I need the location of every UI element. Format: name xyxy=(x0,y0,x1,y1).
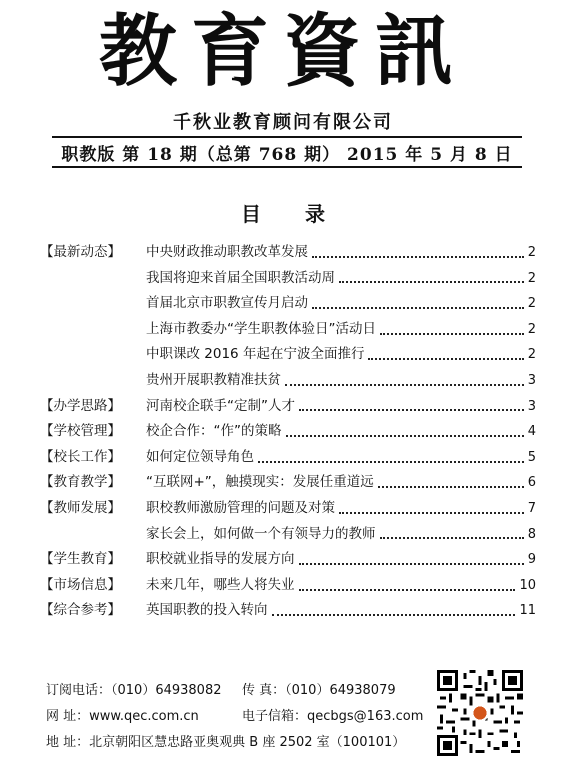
toc-leader-dots xyxy=(378,486,524,488)
postal-address: 地 址：北京朝阳区慧忠路亚奥观典 B 座 2502 室（100101） xyxy=(46,735,406,750)
toc-leader-dots xyxy=(380,333,524,335)
divider-top xyxy=(52,136,522,138)
toc-leader-dots xyxy=(258,461,524,463)
toc-leader-dots xyxy=(368,358,523,360)
toc-entry-title[interactable]: 我国将迎来首届全国职教活动周 xyxy=(146,269,335,286)
toc-entry-body xyxy=(146,317,536,343)
toc-entry[interactable] xyxy=(40,368,536,394)
toc-leader-dots xyxy=(380,537,524,539)
toc-entry[interactable] xyxy=(40,496,536,522)
toc-entry[interactable] xyxy=(40,342,536,368)
toc-leader-dots xyxy=(299,563,524,565)
toc-entry-body xyxy=(146,547,536,573)
toc-leader-dots xyxy=(285,384,524,386)
toc-category: 【教师发展】 xyxy=(40,499,121,516)
toc-entry-body xyxy=(146,496,536,522)
toc-category: 【学生教育】 xyxy=(40,551,121,568)
toc-entry[interactable] xyxy=(40,266,536,292)
qr-code-icon xyxy=(437,670,523,756)
toc-entry-body xyxy=(146,522,536,548)
toc-page-number: 2 xyxy=(527,296,536,312)
toc-entry-body xyxy=(146,419,536,445)
toc-page-number: 2 xyxy=(527,245,536,260)
toc-entry-title[interactable]: 未来几年，哪些人将失业 xyxy=(146,576,295,593)
toc-leader-dots xyxy=(299,589,516,591)
footer-row xyxy=(46,704,446,730)
toc-entry[interactable] xyxy=(40,291,536,317)
toc-page-number: 2 xyxy=(527,347,536,363)
toc-entry-title[interactable]: 校企合作：“作”的策略 xyxy=(146,423,282,440)
toc-entry-title[interactable]: 中央财政推动职教改革发展 xyxy=(146,244,308,260)
toc-entry[interactable] xyxy=(40,317,536,343)
toc-entry-title[interactable]: 职校教师激励管理的问题及对策 xyxy=(146,499,335,516)
toc-entry-title[interactable]: 英国职教的投入转向 xyxy=(146,602,268,619)
toc-category: 【办学思路】 xyxy=(40,397,121,414)
toc-entry[interactable] xyxy=(40,419,536,445)
toc-entry-title[interactable]: 河南校企联手“定制”人才 xyxy=(146,397,295,414)
toc-entry[interactable] xyxy=(40,240,536,266)
toc-entry-title[interactable]: 职校就业指导的发展方向 xyxy=(146,551,295,568)
toc-page-number: 3 xyxy=(527,372,536,388)
toc-page-number: 10 xyxy=(519,577,536,593)
toc-entry-title[interactable]: 如何定位领导角色 xyxy=(146,448,254,465)
toc-entry-body xyxy=(146,240,536,266)
toc-entry-body xyxy=(146,445,536,471)
toc-leader-dots xyxy=(312,256,524,258)
toc-entry-body xyxy=(146,470,536,496)
toc-entry[interactable] xyxy=(40,394,536,420)
toc-entry-title[interactable]: 首届北京市职教宣传月启动 xyxy=(146,295,308,312)
toc-page-number: 11 xyxy=(519,603,536,619)
toc-category: 【最新动态】 xyxy=(40,244,121,260)
toc-entry[interactable] xyxy=(40,470,536,496)
toc-page-number: 4 xyxy=(527,424,536,440)
toc-category: 【校长工作】 xyxy=(40,448,121,465)
toc-entry-title[interactable]: 上海市教委办“学生职教体验日”活动日 xyxy=(146,320,376,337)
toc-leader-dots xyxy=(299,409,524,411)
toc-leader-dots xyxy=(312,307,524,309)
issue-info: 职教版 第 18 期（总第 768 期） 2015 年 5 月 8 日 xyxy=(61,145,513,165)
toc-page-number: 9 xyxy=(527,552,536,568)
toc-entry[interactable] xyxy=(40,547,536,573)
toc-entry[interactable] xyxy=(40,445,536,471)
toc-entry[interactable] xyxy=(40,522,536,548)
toc-entry-body xyxy=(146,394,536,420)
toc-page-number: 5 xyxy=(527,449,536,465)
toc-entry-title[interactable]: 中职课改 2016 年起在宁波全面推行 xyxy=(146,346,365,363)
toc-category: 【教育教学】 xyxy=(40,474,121,491)
toc-page-number: 3 xyxy=(527,398,536,414)
toc-leader-dots xyxy=(272,614,516,616)
toc-entry-title[interactable]: 贵州开展职教精准扶贫 xyxy=(146,371,281,388)
toc-entry-body xyxy=(146,266,536,292)
company-name: 千秋业教育顾问有限公司 xyxy=(173,112,393,133)
toc-category: 【综合参考】 xyxy=(40,602,121,619)
toc-entry-body xyxy=(146,342,536,368)
toc-entry[interactable] xyxy=(40,598,536,624)
divider-bottom xyxy=(52,166,522,168)
toc-page-number: 8 xyxy=(527,526,536,542)
toc-leader-dots xyxy=(286,435,524,437)
toc-page-number: 2 xyxy=(527,270,536,286)
toc-entry-body xyxy=(146,291,536,317)
toc-heading: 目录 xyxy=(241,202,369,226)
toc-page-number: 2 xyxy=(527,321,536,337)
toc-entry-title[interactable]: 家长会上，如何做一个有领导力的教师 xyxy=(146,525,376,542)
toc-entry-body xyxy=(146,573,536,599)
toc-page-number: 7 xyxy=(527,500,536,516)
toc-category: 【市场信息】 xyxy=(40,576,121,593)
email-link[interactable]: 电子信箱：qecbgs@163.com xyxy=(242,709,424,724)
footer-contact xyxy=(46,678,446,756)
toc-leader-dots xyxy=(339,281,524,283)
toc-page-number: 6 xyxy=(527,475,536,491)
fax-number: 传 真：（010）64938079 xyxy=(242,683,396,698)
footer-row xyxy=(46,730,446,756)
toc-leader-dots xyxy=(339,512,524,514)
toc-entry-body xyxy=(146,598,536,624)
masthead-title: 教育資訊 xyxy=(98,6,467,97)
toc-entry-body xyxy=(146,368,536,394)
footer-row xyxy=(46,678,446,704)
toc-entry-title[interactable]: “互联网+”，触摸现实：发展任重道远 xyxy=(146,474,374,491)
subscription-phone: 订阅电话：（010）64938082 xyxy=(46,683,222,698)
toc-entry[interactable] xyxy=(40,573,536,599)
website-link[interactable]: 网 址：www.qec.com.cn xyxy=(46,709,199,724)
table-of-contents xyxy=(40,240,536,624)
toc-category: 【学校管理】 xyxy=(40,423,121,440)
